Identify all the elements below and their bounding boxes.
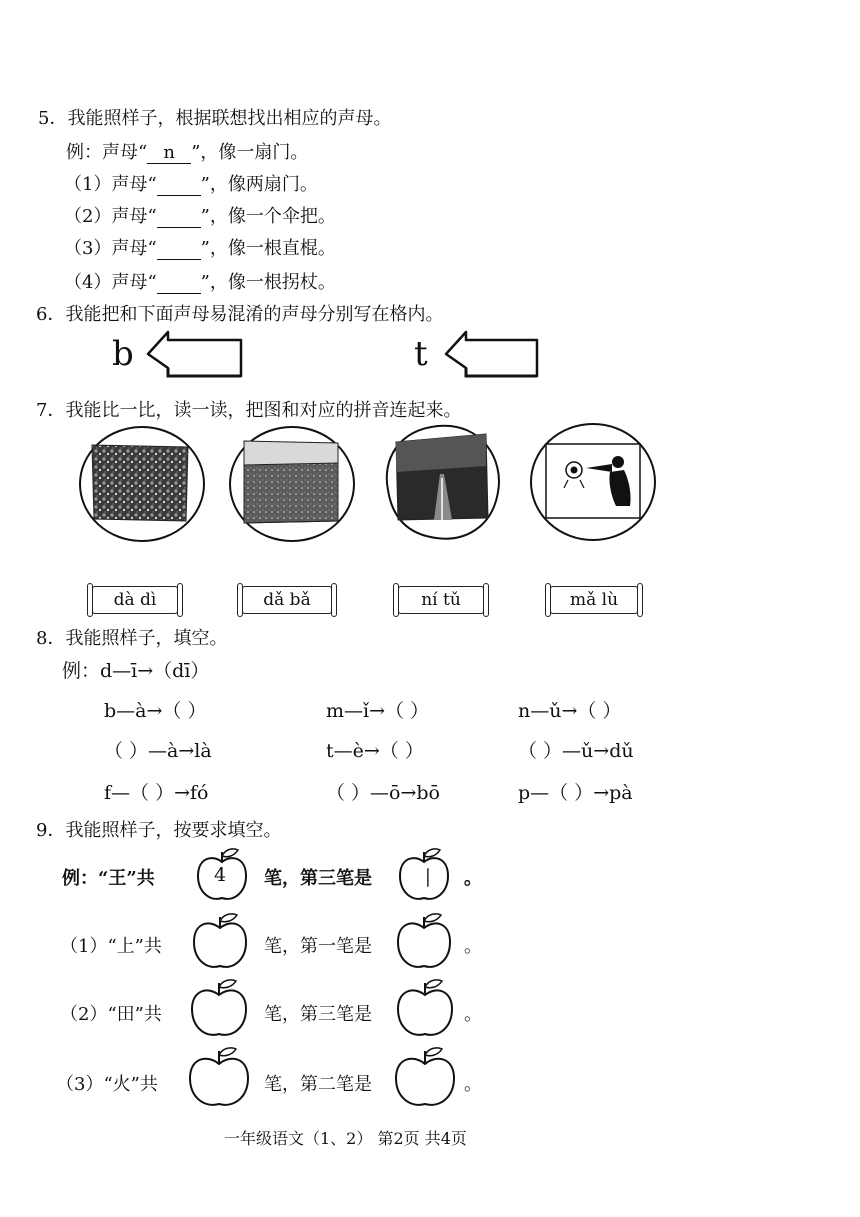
q9-item-prefix: （1）“上”共 [60,936,162,957]
q9-item-end: 。 [464,936,482,957]
q9-item-prefix: （3）“火”共 [56,1074,158,1095]
q5-item-prefix: （2）声母“ [64,206,157,227]
picture-open-field [228,425,356,543]
q5-item-prefix: （3）声母“ [64,238,157,259]
q9-item-end: 。 [464,1004,482,1025]
q8-cell[interactable]: t—è→（ ） [326,740,424,762]
q8-cell[interactable]: （ ）—à→là [104,740,212,762]
q5-example-suffix: ”，像一扇门。 [191,142,309,163]
q6-letter-b: b [112,334,134,374]
q6-letter-t: t [414,334,428,374]
q5-item-suffix: ”，像一根拐杖。 [200,272,336,293]
q9-item-prefix: （2）“田”共 [60,1004,162,1025]
apple-answer-icon[interactable] [186,1044,252,1110]
q8-cell[interactable]: b—à→（ ） [104,700,207,722]
q9-item-mid: 笔，第二笔是 [264,1074,372,1095]
q8-cell[interactable]: （ ）—ǔ→dǔ [518,740,634,762]
page-footer: 一年级语文（1、2） 第2页 共4页 [224,1129,467,1148]
apple-answer-icon[interactable] [394,976,456,1040]
q9-example-stroke: 丨 [418,866,438,890]
q8-title: 8．我能照样子，填空。 [36,628,228,649]
apple-answer-icon[interactable] [188,976,250,1040]
q7-title: 7．我能比一比，读一读，把图和对应的拼音连起来。 [36,400,462,421]
pinyin-label-3[interactable]: ní tǔ [398,586,484,614]
q9-item-mid: 笔，第三笔是 [264,1004,372,1025]
q5-answer-blank[interactable] [157,272,201,294]
pinyin-label-1[interactable]: dà dì [92,586,178,614]
arrow-box-icon[interactable] [444,326,544,380]
q8-cell[interactable]: n—ǔ→（ ） [518,700,622,722]
picture-person-horn [528,422,658,542]
arrow-box-icon[interactable] [146,328,246,380]
q8-example: 例：d—ī→（dī） [62,660,210,682]
q5-answer-blank[interactable] [157,206,201,228]
q8-cell[interactable]: （ ）—ō→bō [326,782,441,804]
q9-example-prefix: 例：“王”共 [62,868,155,889]
q9-item-mid: 笔，第一笔是 [264,936,372,957]
pinyin-label-2[interactable]: dǎ bǎ [242,586,332,614]
q6-title: 6．我能把和下面声母易混淆的声母分别写在格内。 [36,304,444,325]
q8-cell[interactable]: p—（ ）→pà [518,782,633,804]
q9-example-end: 。 [464,868,482,889]
q9-example-count: 4 [214,864,227,886]
apple-answer-icon[interactable] [394,910,454,972]
q5-title: 5．我能照样子，根据联想找出相应的声母。 [38,108,392,129]
q5-item-prefix: （1）声母“ [64,174,157,195]
q5-item-3 [64,234,336,260]
q9-example-mid: 笔，第三笔是 [264,868,372,889]
apple-answer-icon[interactable] [190,910,250,972]
q5-example-prefix: 例：声母“ [66,142,148,163]
picture-road [378,420,506,542]
q5-item-2 [64,202,336,228]
q5-example [66,138,308,164]
q5-answer-blank[interactable] [157,174,201,196]
q8-cell[interactable]: f—（ ）→fó [104,782,209,804]
q9-item-end: 。 [464,1074,482,1095]
q5-item-suffix: ”，像一个伞把。 [200,206,336,227]
q5-item-suffix: ”，像一根直棍。 [200,238,336,259]
q5-item-prefix: （4）声母“ [64,272,157,293]
q5-answer-blank[interactable] [157,238,201,260]
q5-item-1 [64,170,318,196]
q8-cell[interactable]: m—ǐ→（ ） [326,700,430,722]
q5-item-suffix: ”，像两扇门。 [200,174,318,195]
q5-example-answer: n [147,142,191,164]
picture-rocky-ground [78,425,206,543]
apple-answer-icon[interactable] [392,1044,458,1110]
q9-title: 9．我能照样子，按要求填空。 [36,820,282,841]
q5-item-4 [64,268,336,294]
pinyin-label-4[interactable]: mǎ lù [550,586,638,614]
